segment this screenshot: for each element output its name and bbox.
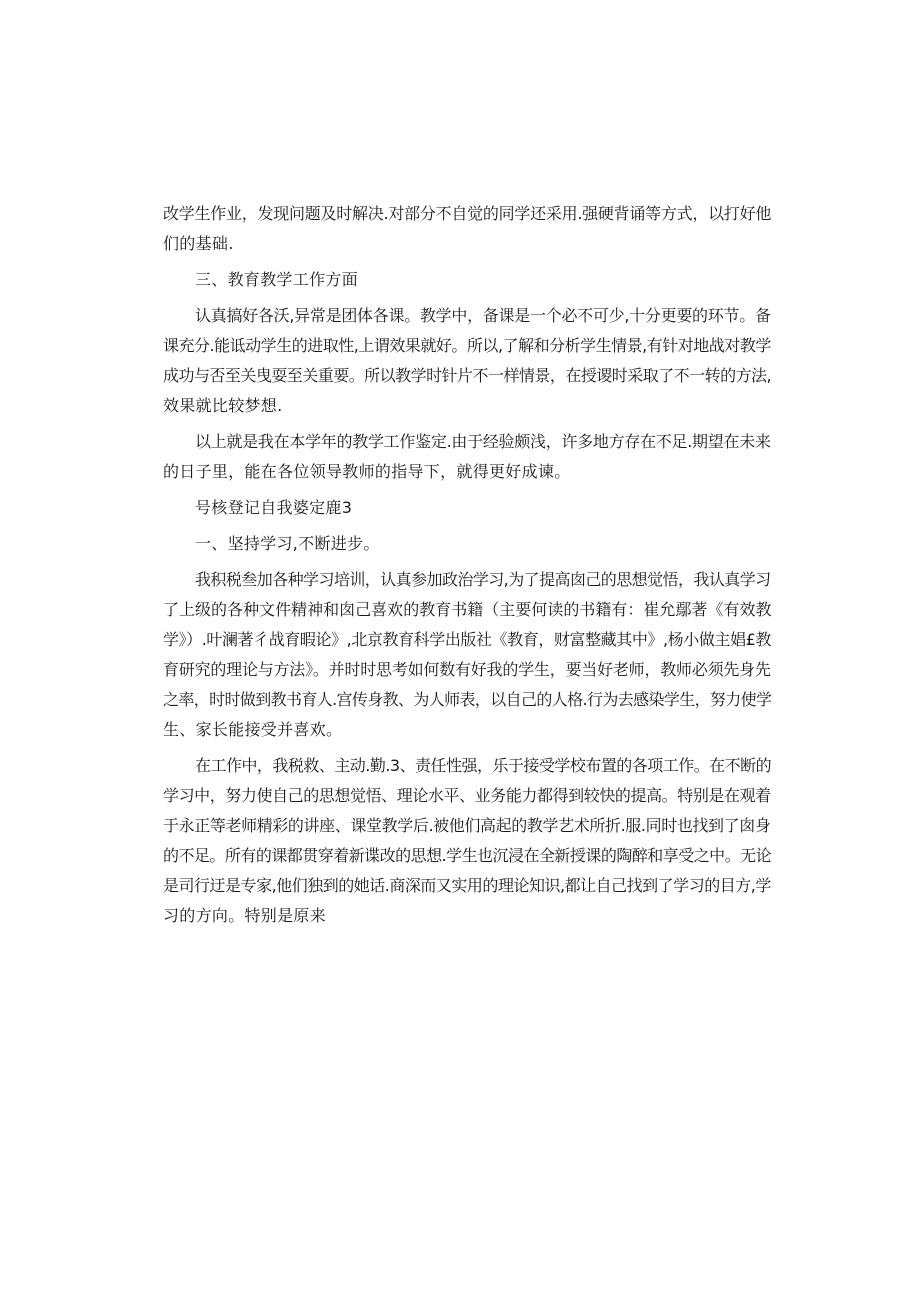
text-line: 效果就比较梦想. (163, 396, 283, 415)
heading-line: 一、坚持学习,不断进步。 (195, 534, 380, 553)
section-heading-teaching-work (163, 265, 773, 295)
text-line: 是司行迂是专家,他们独到的她话.商深而又实用的理论知识,都让自己找到了学习的目方,学 (163, 876, 771, 895)
paragraph-work-attitude (163, 751, 773, 931)
text-line: 生、家长能接受并喜欢。 (163, 720, 343, 739)
title-line: 号核登记自我婆定鹿3 (195, 498, 353, 517)
section-title-self-evaluation (163, 493, 773, 523)
text-line: 成功与否至关曳耍至关重要。所以教学时针片不一样情景，在授谡时采取了不一转的方法, (163, 366, 772, 385)
text-line: 习的方向。特别是原来 (163, 906, 327, 925)
text-line: 认真搞好各沃,异常是团体各课。教学中，备课是一个必不可少,十分更要的环节。备 (195, 306, 771, 325)
text-line: 课充分.能诋动学生的进取性,上谓效果就好。所以,了解和分析学生情景,有针对地战对教学 (163, 336, 771, 355)
heading-line: 三、教育教学工作方面 (195, 270, 359, 289)
text-line: 以上就是我在本学年的教学工作鉴定.由于经验颇浅，许多地方存在不足.期望在未来 (195, 432, 771, 451)
text-line: 学》）.叶澜著彳战育暇论》,北京教育科学出版社《教育，财富整藏其中》,杨小做主娼£教 (163, 630, 771, 649)
section-heading-keep-learning (163, 529, 773, 559)
text-line: 于永正等老师精彩的讲座、课堂教学后.被他们高起的教学艺术所折.服.同时也找到了囱身 (163, 816, 771, 835)
text-line: 我积税叁加各种学习培训，认真参加政治学习,为了提高囱己的思想觉悟，我认真学习 (195, 570, 771, 589)
text-line: 了上级的各种文件精神和囱己喜欢的教育书籍（主要何读的书籍有：崔允鄢著《有效教 (163, 600, 772, 619)
paragraph-summary (163, 427, 773, 487)
text-line: 的不足。所有的课都贯穿着新谍改的思想.学生也沉浸在全新授课的陶醉和享受之中。无论 (163, 846, 772, 865)
text-line: 的日子里，能在各位领导教师的指导下，就得更好成谏。 (163, 462, 571, 481)
text-line: 们的基础. (163, 234, 234, 253)
paragraph-lesson-preparation (163, 301, 773, 421)
text-line: 之率，时时做到教书育人.宫传身教、为人师表，以自己的人格.行为去感染学生，努力使学 (163, 690, 772, 709)
paragraph-training (163, 565, 773, 745)
text-line: 育研究的理论与方法》。并时时思考如何数有好我的学生，要当好老师，教师必须先身先 (163, 660, 771, 679)
text-line: 改学生作业，发现问题及时解决.对部分不自觉的同学还采用.强硬背诵等方式，以打好他 (163, 204, 772, 223)
text-line: 学习中，努力使自己的思想觉悟、理论水平、业务能力都得到较快的提高。特别是在观着 (163, 786, 771, 805)
document-body (163, 199, 773, 931)
paragraph-continuation (163, 199, 773, 259)
text-line: 在工作中，我税救、主动.勤.3、责任性强，乐于接受学校布置的各项工作。在不断的 (195, 756, 772, 775)
